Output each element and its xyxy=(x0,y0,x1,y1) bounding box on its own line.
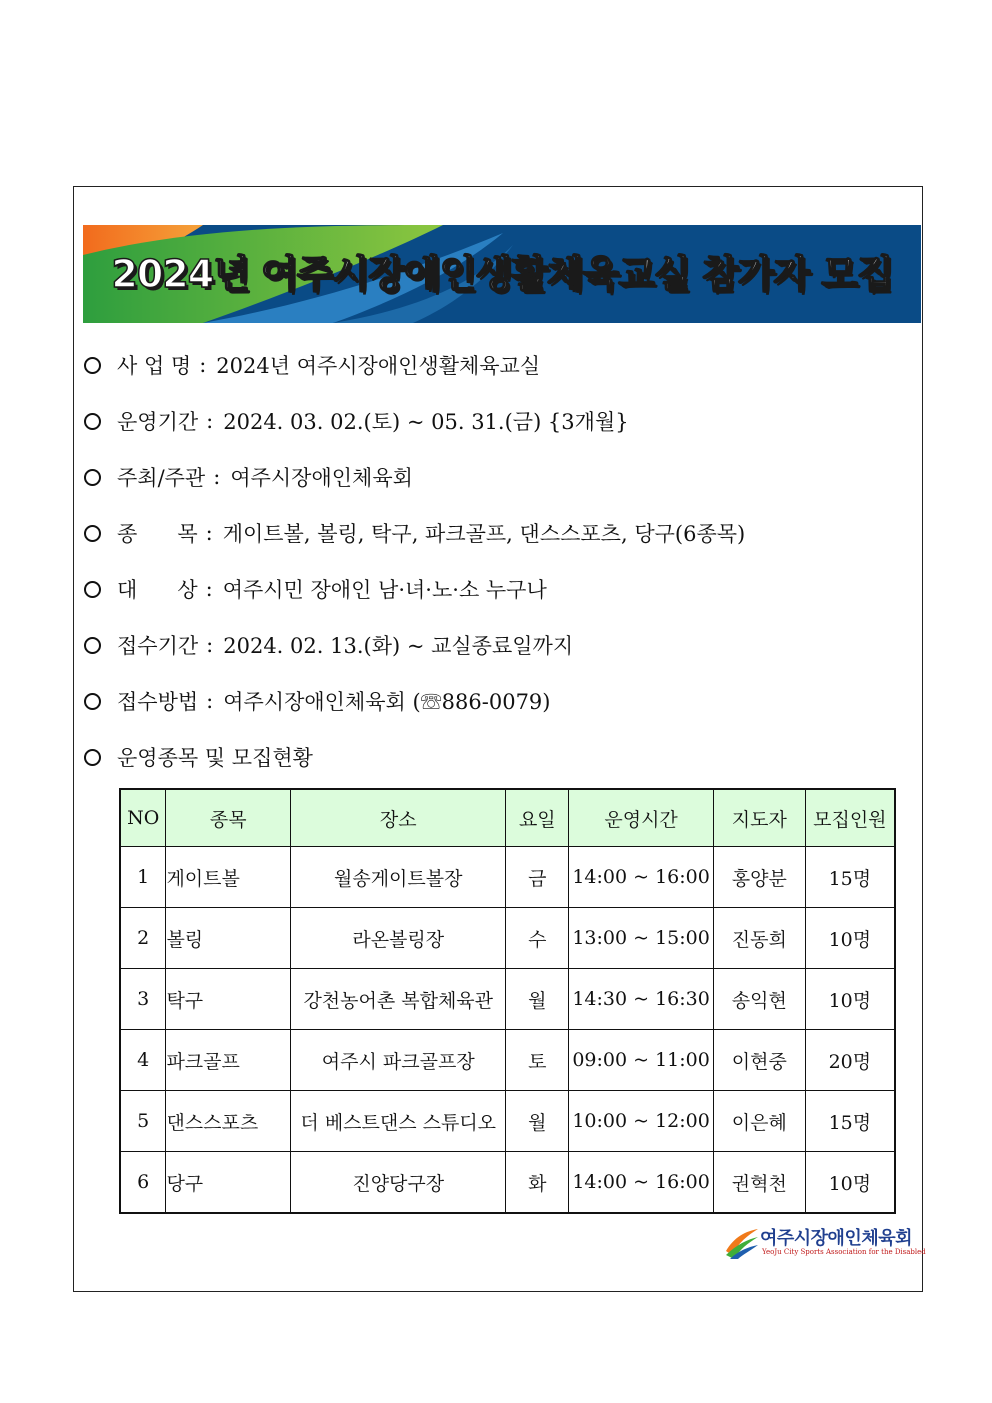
cell-capacity: 10명 xyxy=(805,969,895,1030)
table-row xyxy=(120,1152,895,1214)
cell-time: 10:00 ~ 12:00 xyxy=(569,1091,714,1152)
header-capacity: 모집인원 xyxy=(805,789,895,847)
cell-instructor: 진동희 xyxy=(713,908,805,969)
table-row xyxy=(120,1091,895,1152)
table-row xyxy=(120,908,895,969)
cell-time: 14:30 ~ 16:30 xyxy=(569,969,714,1030)
info-item-sports xyxy=(84,505,914,561)
cell-no: 2 xyxy=(120,908,166,969)
info-colon: : xyxy=(206,409,214,433)
info-value: 여주시장애인체육회 xyxy=(230,466,413,490)
bullet-circle-icon xyxy=(84,637,101,654)
cell-time: 13:00 ~ 15:00 xyxy=(569,908,714,969)
cell-no: 5 xyxy=(120,1091,166,1152)
cell-instructor: 송익현 xyxy=(713,969,805,1030)
table-row xyxy=(120,847,895,908)
info-value: 여주시민 장애인 남·녀·노·소 누구나 xyxy=(222,578,547,602)
info-colon: : xyxy=(206,633,214,657)
table-row xyxy=(120,969,895,1030)
info-item-registration-method xyxy=(84,673,914,729)
info-value: 여주시장애인체육회 (☏886-0079) xyxy=(223,690,551,714)
cell-instructor: 이은혜 xyxy=(713,1091,805,1152)
info-item-period xyxy=(84,393,914,449)
cell-day: 월 xyxy=(506,969,569,1030)
section-heading: 운영종목 및 모집현황 xyxy=(117,746,313,770)
header-instructor: 지도자 xyxy=(713,789,805,847)
cell-place: 더 베스트댄스 스튜디오 xyxy=(291,1091,506,1152)
header-place: 장소 xyxy=(291,789,506,847)
cell-instructor: 홍양분 xyxy=(713,847,805,908)
bullet-circle-icon xyxy=(84,525,101,542)
schedule-table xyxy=(119,788,896,1214)
bullet-circle-icon xyxy=(84,749,101,766)
info-list xyxy=(84,337,914,785)
header-day: 요일 xyxy=(506,789,569,847)
info-label: 주최/주관 xyxy=(117,466,206,490)
cell-sport: 당구 xyxy=(166,1152,291,1214)
info-value: 2024년 여주시장애인생활체육교실 xyxy=(216,354,541,378)
info-label: 대 상 xyxy=(117,578,198,602)
cell-day: 토 xyxy=(506,1030,569,1091)
info-colon: : xyxy=(205,521,213,545)
cell-capacity: 10명 xyxy=(805,908,895,969)
bullet-circle-icon xyxy=(84,357,101,374)
table-row xyxy=(120,1030,895,1091)
bullet-circle-icon xyxy=(84,413,101,430)
cell-time: 09:00 ~ 11:00 xyxy=(569,1030,714,1091)
info-label: 접수기간 xyxy=(117,634,199,658)
cell-place: 진양당구장 xyxy=(291,1152,506,1214)
info-value: 게이트볼, 볼링, 탁구, 파크골프, 댄스스포츠, 당구(6종목) xyxy=(222,522,746,546)
cell-place: 강천농어촌 복합체육관 xyxy=(291,969,506,1030)
info-colon: : xyxy=(205,577,213,601)
cell-capacity: 15명 xyxy=(805,847,895,908)
cell-time: 14:00 ~ 16:00 xyxy=(569,1152,714,1214)
banner-title: 2024년 여주시장애인생활체육교실 참가자 모집 xyxy=(111,252,893,296)
info-label: 사 업 명 xyxy=(117,354,192,378)
info-item-business-name xyxy=(84,337,914,393)
cell-day: 수 xyxy=(506,908,569,969)
cell-no: 6 xyxy=(120,1152,166,1214)
bullet-circle-icon xyxy=(84,581,101,598)
cell-capacity: 10명 xyxy=(805,1152,895,1214)
cell-no: 4 xyxy=(120,1030,166,1091)
logo-subtitle: YeoJu City Sports Association for the Disabled xyxy=(762,1248,926,1256)
logo-name: 여주시장애인체육회 xyxy=(760,1228,912,1249)
info-item-registration-period xyxy=(84,617,914,673)
cell-day: 화 xyxy=(506,1152,569,1214)
info-item-target xyxy=(84,561,914,617)
info-colon: : xyxy=(199,353,207,377)
logo-swoosh-icon xyxy=(724,1225,760,1261)
info-value: 2024. 02. 13.(화) ~ 교실종료일까지 xyxy=(223,634,574,658)
association-logo xyxy=(724,1223,926,1263)
cell-sport: 탁구 xyxy=(166,969,291,1030)
cell-capacity: 15명 xyxy=(805,1091,895,1152)
cell-capacity: 20명 xyxy=(805,1030,895,1091)
document-frame xyxy=(73,186,926,1292)
bullet-circle-icon xyxy=(84,469,101,486)
info-label: 접수방법 xyxy=(117,690,199,714)
info-value: 2024. 03. 02.(토) ~ 05. 31.(금) {3개월} xyxy=(223,410,629,434)
cell-time: 14:00 ~ 16:00 xyxy=(569,847,714,908)
info-colon: : xyxy=(206,689,214,713)
bullet-circle-icon xyxy=(84,693,101,710)
cell-sport: 볼링 xyxy=(166,908,291,969)
cell-sport: 게이트볼 xyxy=(166,847,291,908)
title-banner xyxy=(83,225,921,323)
header-sport: 종목 xyxy=(166,789,291,847)
cell-instructor: 권혁천 xyxy=(713,1152,805,1214)
cell-day: 금 xyxy=(506,847,569,908)
info-colon: : xyxy=(213,465,221,489)
info-item-host xyxy=(84,449,914,505)
cell-no: 3 xyxy=(120,969,166,1030)
cell-sport: 파크골프 xyxy=(166,1030,291,1091)
info-label: 종 목 xyxy=(117,522,198,546)
cell-no: 1 xyxy=(120,847,166,908)
cell-place: 여주시 파크골프장 xyxy=(291,1030,506,1091)
info-item-schedule-heading xyxy=(84,729,914,785)
header-time: 운영시간 xyxy=(569,789,714,847)
info-label: 운영기간 xyxy=(117,410,199,434)
cell-place: 라온볼링장 xyxy=(291,908,506,969)
header-no: NO xyxy=(120,789,166,847)
cell-place: 월송게이트볼장 xyxy=(291,847,506,908)
cell-day: 월 xyxy=(506,1091,569,1152)
cell-sport: 댄스스포츠 xyxy=(166,1091,291,1152)
cell-instructor: 이현중 xyxy=(713,1030,805,1091)
table-header-row xyxy=(120,789,895,847)
